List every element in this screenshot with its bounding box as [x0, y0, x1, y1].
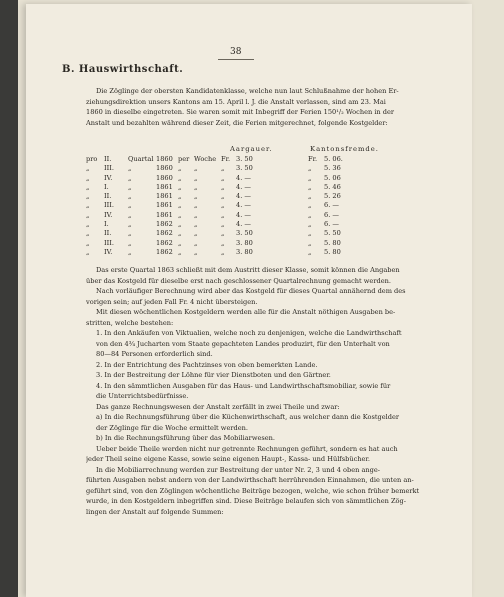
cell-prefix: „	[86, 247, 90, 256]
intro-paragraph	[86, 86, 476, 128]
cell-year: 1862	[156, 229, 173, 238]
cell-week: „	[194, 220, 198, 229]
fee-table-row	[86, 239, 476, 248]
cell-fr-a: „	[221, 182, 225, 191]
intro-line: Anstalt und bezahlten während dieser Zeit, die Ferien mitgerechnet, folgende Kostgelder:	[86, 118, 388, 127]
cell-fr-k: „	[308, 192, 312, 201]
cell-aargauer: 4. —	[236, 192, 251, 201]
body-line: von den 4¾ Jucharten vom Staate gepachteten Landes produzirt, für den Unterhalt von	[96, 339, 390, 348]
cell-per: „	[178, 210, 182, 219]
cell-per: „	[178, 247, 182, 256]
cell-week: „	[194, 201, 198, 210]
fee-table-row	[86, 220, 476, 229]
cell-aargauer: 4. —	[236, 201, 251, 210]
cell-fr-k: „	[308, 210, 312, 219]
page-number: 38	[230, 47, 242, 57]
body-line: In die Mobiliarrechnung werden zur Bestreitung der unter Nr. 2, 3 und 4 oben ange-	[96, 465, 381, 474]
body-line: der Zöglinge für die Woche ermittelt werden.	[96, 423, 248, 432]
cell-fr-a: „	[221, 173, 225, 182]
cell-prefix: „	[86, 201, 90, 210]
cell-unit: „	[128, 229, 132, 238]
body-line: 1. In den Ankäufen von Viktualien, welche noch zu denjenigen, welche die Landwirthschaft	[96, 329, 402, 337]
cell-year: 1861	[156, 210, 173, 219]
cell-fr-k: „	[308, 201, 312, 210]
cell-aargauer: 4. —	[236, 210, 251, 219]
cell-fremde: 5. 36	[324, 164, 341, 173]
cell-fr-a: „	[221, 238, 225, 247]
cell-quarter: III.	[104, 201, 114, 210]
cell-year: 1862	[156, 238, 173, 247]
body-line: 80—84 Personen erforderlich sind.	[96, 350, 213, 358]
cell-per: „	[178, 220, 182, 229]
cell-fr-k: „	[308, 238, 312, 247]
cell-unit: „	[128, 238, 132, 247]
cell-aargauer: 4. —	[236, 173, 251, 182]
cell-fremde: 5. 06.	[324, 155, 343, 163]
body-line: wurde, in den Kostgeldern inbegriffen sind. Diese Beiträge belaufen sich von sämmtlichen Zög-	[86, 497, 406, 505]
cell-quarter: II.	[104, 155, 112, 163]
cell-fr-k: „	[308, 220, 312, 229]
fee-table-header	[86, 145, 476, 155]
cell-prefix: pro	[86, 155, 98, 163]
cell-fr-a: Fr.	[221, 155, 231, 163]
cell-aargauer: 3. 80	[236, 247, 253, 256]
cell-week: „	[194, 210, 198, 219]
body-line: b) In die Rechnungsführung über das Mobiliarwesen.	[96, 434, 275, 442]
cell-unit: „	[128, 173, 132, 182]
cell-aargauer: 3. 50	[236, 229, 253, 238]
cell-fremde: 5. 80	[324, 238, 341, 247]
cell-fremde: 6. —	[324, 201, 339, 210]
section-title: B. Hauswirthschaft.	[62, 64, 184, 75]
cell-fr-k: „	[308, 182, 312, 191]
cell-quarter: I.	[104, 220, 109, 229]
cell-quarter: III.	[104, 164, 114, 173]
cell-fremde: 5. 06	[324, 173, 341, 182]
cell-fr-a: „	[221, 164, 225, 173]
cell-quarter: II.	[104, 192, 112, 201]
fee-table-row	[86, 192, 476, 201]
cell-fr-k: „	[308, 173, 312, 182]
cell-aargauer: 4. —	[236, 182, 251, 191]
column-header-aargauer: Aargauer.	[230, 145, 273, 153]
cell-week: „	[194, 164, 198, 173]
fee-table-row	[86, 211, 476, 220]
body-line: die Unterrichtsbedürfnisse.	[96, 392, 189, 400]
cell-week: Woche	[194, 155, 217, 163]
cell-fremde: 5. 26	[324, 192, 341, 201]
cell-week: „	[194, 192, 198, 201]
cell-unit: „	[128, 201, 132, 210]
cell-per: „	[178, 201, 182, 210]
page-number-rule	[218, 59, 254, 60]
fee-table-row	[86, 201, 476, 210]
body-line: jeder Theil seine eigene Kasse, sowie seine eigenen Haupt-, Kassa- und Hülfsbücher.	[86, 455, 370, 463]
cell-per: „	[178, 182, 182, 191]
cell-unit: „	[128, 247, 132, 256]
cell-per: per	[178, 155, 190, 163]
cell-fremde: 6. —	[324, 220, 339, 229]
fee-table-row	[86, 155, 476, 164]
cell-unit: „	[128, 182, 132, 191]
cell-quarter: IV.	[104, 247, 113, 256]
cell-per: „	[178, 173, 182, 182]
body-line: lingen der Anstalt auf folgende Summen:	[86, 507, 224, 516]
cell-fr-a: „	[221, 192, 225, 201]
intro-line: 1860 in dieselbe eingetreten. Sie waren somit mit Inbegriff der Ferien 150¹/₂ Wochen in der	[86, 108, 395, 116]
cell-week: „	[194, 182, 198, 191]
body-line: Nach vorläufiger Berechnung wird aber das Kostgeld für dieses Quartal annähernd dem des	[96, 287, 406, 295]
cell-prefix: „	[86, 210, 90, 219]
cell-quarter: I.	[104, 182, 109, 191]
cell-fremde: 5. 80	[324, 247, 341, 256]
cell-year: 1861	[156, 182, 173, 191]
cell-fr-k: Fr.	[308, 155, 318, 163]
cell-prefix: „	[86, 192, 90, 201]
body-line: 3. In der Bestreitung der Löhne für vier Dienstboten und den Gärtner.	[96, 371, 331, 379]
body-line: führten Ausgaben nebst andern von der Landwirthschaft herrührenden Einnahmen, die unten an-	[86, 476, 414, 484]
cell-aargauer: 3. 80	[236, 238, 253, 247]
cell-week: „	[194, 238, 198, 247]
fee-table-row	[86, 248, 476, 257]
cell-unit: „	[128, 164, 132, 173]
fee-table	[86, 145, 476, 257]
body-line: vorigen sein; auf jeden Fall Fr. 4 nicht übersteigen.	[86, 297, 258, 306]
column-header-kantonsfremde: Kantonsfremde.	[310, 145, 379, 153]
body-line: Mit diesen wöchentlichen Kostgeldern werden alle für die Anstalt nöthigen Ausgaben be-	[96, 308, 396, 316]
body-text	[86, 265, 476, 517]
cell-fr-a: „	[221, 201, 225, 210]
body-line: 4. In den sämmtlichen Ausgaben für das Haus- und Landwirthschaftsmobiliar, sowie für	[96, 381, 391, 390]
cell-quarter: IV.	[104, 173, 113, 182]
cell-fr-a: „	[221, 247, 225, 256]
cell-quarter: III.	[104, 238, 114, 247]
cell-per: „	[178, 238, 182, 247]
cell-prefix: „	[86, 220, 90, 229]
fee-table-row	[86, 174, 476, 183]
intro-line: ziehungsdirektion unsers Kantons am 15. April l. J. die Anstalt verlassen, sind am 23. Mai	[86, 97, 386, 106]
cell-week: „	[194, 229, 198, 238]
body-line: Das erste Quartal 1863 schließt mit dem Austritt dieser Klasse, somit können die Angaben	[96, 266, 400, 274]
cell-fremde: 6. —	[324, 210, 339, 219]
cell-fr-k: „	[308, 247, 312, 256]
cell-fr-k: „	[308, 164, 312, 173]
cell-quarter: II.	[104, 229, 112, 238]
cell-year: 1862	[156, 247, 173, 256]
cell-fr-a: „	[221, 210, 225, 219]
cell-quarter: IV.	[104, 210, 113, 219]
cell-per: „	[178, 164, 182, 173]
cell-fr-a: „	[221, 220, 225, 229]
cell-aargauer: 3. 50	[236, 164, 253, 173]
body-line: geführt sind, von den Zöglingen wöchentliche Beiträge bezogen, welche, wie schon früher bemerkt	[86, 486, 420, 495]
cell-year: 1862	[156, 220, 173, 229]
cell-fr-k: „	[308, 229, 312, 238]
fee-table-body	[86, 155, 476, 257]
cell-year: 1860	[156, 155, 173, 163]
body-line: a) In die Rechnungsführung über die Küchenwirthschaft, aus welcher dann die Kostgelder	[96, 413, 400, 421]
cell-year: 1861	[156, 192, 173, 201]
cell-year: 1860	[156, 173, 173, 182]
intro-line: Die Zöglinge der obersten Kandidatenklasse, welche nun laut Schlußnahme der hohen Er-	[96, 87, 399, 95]
fee-table-row	[86, 183, 476, 192]
body-line: Ueber beide Theile werden nicht nur getrennte Rechnungen geführt, sondern es hat auch	[96, 444, 398, 453]
body-line: Das ganze Rechnungswesen der Anstalt zerfällt in zwei Theile und zwar:	[96, 402, 340, 411]
cell-per: „	[178, 192, 182, 201]
cell-prefix: „	[86, 229, 90, 238]
cell-per: „	[178, 229, 182, 238]
fee-table-row	[86, 229, 476, 238]
cell-unit: „	[128, 192, 132, 201]
cell-aargauer: 3. 50	[236, 155, 253, 163]
cell-prefix: „	[86, 164, 90, 173]
cell-aargauer: 4. —	[236, 220, 251, 229]
cell-fremde: 5. 46	[324, 182, 341, 191]
cell-week: „	[194, 247, 198, 256]
cell-fr-a: „	[221, 229, 225, 238]
cell-fremde: 5. 50	[324, 229, 341, 238]
body-line: 2. In der Entrichtung des Pachtzinses von oben bemerkten Lande.	[96, 360, 318, 369]
body-line: stritten, welche bestehen:	[86, 318, 174, 327]
body-line: über das Kostgeld für dieselbe erst nach geschlossener Quartalrechnung gemacht werden.	[86, 276, 391, 285]
cell-year: 1861	[156, 201, 173, 210]
fee-table-row	[86, 164, 476, 173]
cell-prefix: „	[86, 182, 90, 191]
cell-unit: „	[128, 210, 132, 219]
cell-week: „	[194, 173, 198, 182]
cell-prefix: „	[86, 238, 90, 247]
cell-unit: Quartal	[128, 155, 154, 163]
cell-prefix: „	[86, 173, 90, 182]
cell-year: 1860	[156, 164, 173, 173]
cell-unit: „	[128, 220, 132, 229]
